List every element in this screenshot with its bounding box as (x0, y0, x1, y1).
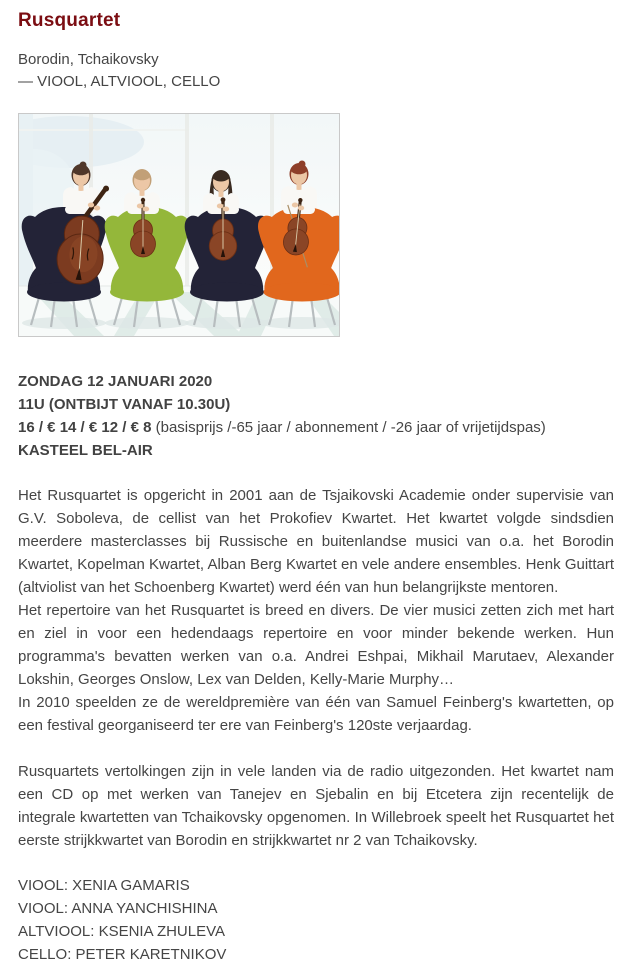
hand (94, 206, 100, 211)
window-edge (19, 114, 33, 289)
quartet-photo-illustration (19, 114, 339, 336)
subtitle-instrumentation: — VIOOL, ALTVIOOL, CELLO (18, 73, 221, 90)
musician-line: ALTVIOOL: KSENIA ZHULEVA (18, 923, 226, 940)
event-venue: KASTEEL BEL-AIR (18, 442, 153, 459)
chair-shadow (22, 317, 106, 329)
subtitle-composers: Borodin, Tchaikovsky (18, 51, 159, 68)
chair-shadow (185, 317, 269, 329)
subtitle (18, 49, 614, 93)
musician-line: VIOOL: XENIA GAMARIS (18, 877, 190, 894)
hand (292, 203, 298, 208)
chair-shadow (105, 317, 189, 329)
description (18, 484, 614, 852)
event-details (18, 370, 614, 462)
event-price-line (18, 416, 614, 439)
hand (88, 203, 94, 208)
musicians-list (18, 874, 614, 966)
event-date: ZONDAG 12 JANUARI 2020 (18, 373, 213, 390)
hand (217, 204, 223, 209)
hand (137, 204, 143, 209)
paragraph-recordings: Rusquartets vertolkingen zijn in vele landen via de radio uitgezonden. Het kwartet nam een CD op met werken van Tanejev en Sjebalin en bij Etcetera zijn recentelijk de integrale kwartetten van Tchaikovsky opgenomen. In Willebroek speelt het Rusquartet het eerste strijkkwartet van Borodin en strijkkwartet nr 2 van Tchaikovsky. (18, 763, 614, 849)
musician-line: VIOOL: ANNA YANCHISHINA (18, 900, 218, 917)
quartet-photo (18, 113, 340, 337)
event-time: 11U (ONTBIJT VANAF 10.30U) (18, 396, 231, 413)
window-transom (19, 129, 189, 131)
paragraph-premiere: In 2010 speelden ze de wereldpremière van één van Samuel Feinberg's kwartetten, op een festival georganiseerd ter ere van Feinberg's 120ste verjaardag. (18, 694, 614, 734)
hand (298, 206, 304, 211)
paragraph-history: Het Rusquartet is opgericht in 2001 aan de Tsjaikovski Academie onder supervisie van G.V. Soboleva, de cellist van het Prokofiev Kwartet. Het kwartet volgde sindsdien meerdere masterclasses bij Russische en buitenlandse musici van o.a. het Borodin Kwartet, Kopelman Kwartet, Alban Berg Kwartet en vele andere ensembles. Henk Guittart (altviolist van het Schoenberg Kwartet) werd één van hun belangrijkste mentoren. (18, 487, 614, 596)
event-price: 16 / € 14 / € 12 / € 8 (18, 419, 152, 436)
paragraph-repertoire: Het repertoire van het Rusquartet is breed en divers. De vier musici zetten zich met hart en ziel in voor een hedendaags repertoire en voor minder bekende werken. Hun programma's bevatten werken van o.a. Andrei Eshpai, Mikhail Marutaev, Alexander Lokshin, Georges Onslow, Lex van Delden, Kelly-Marie Murphy… (18, 602, 614, 688)
event-price-note: (basisprijs /-65 jaar / abonnement / -26 jaar of vrijetijdspas) (151, 419, 546, 436)
hand (223, 207, 229, 212)
window-mullion (185, 114, 189, 289)
hand (143, 207, 149, 212)
page-title: Rusquartet (18, 10, 121, 31)
musician-line: CELLO: PETER KARETNIKOV (18, 946, 227, 963)
